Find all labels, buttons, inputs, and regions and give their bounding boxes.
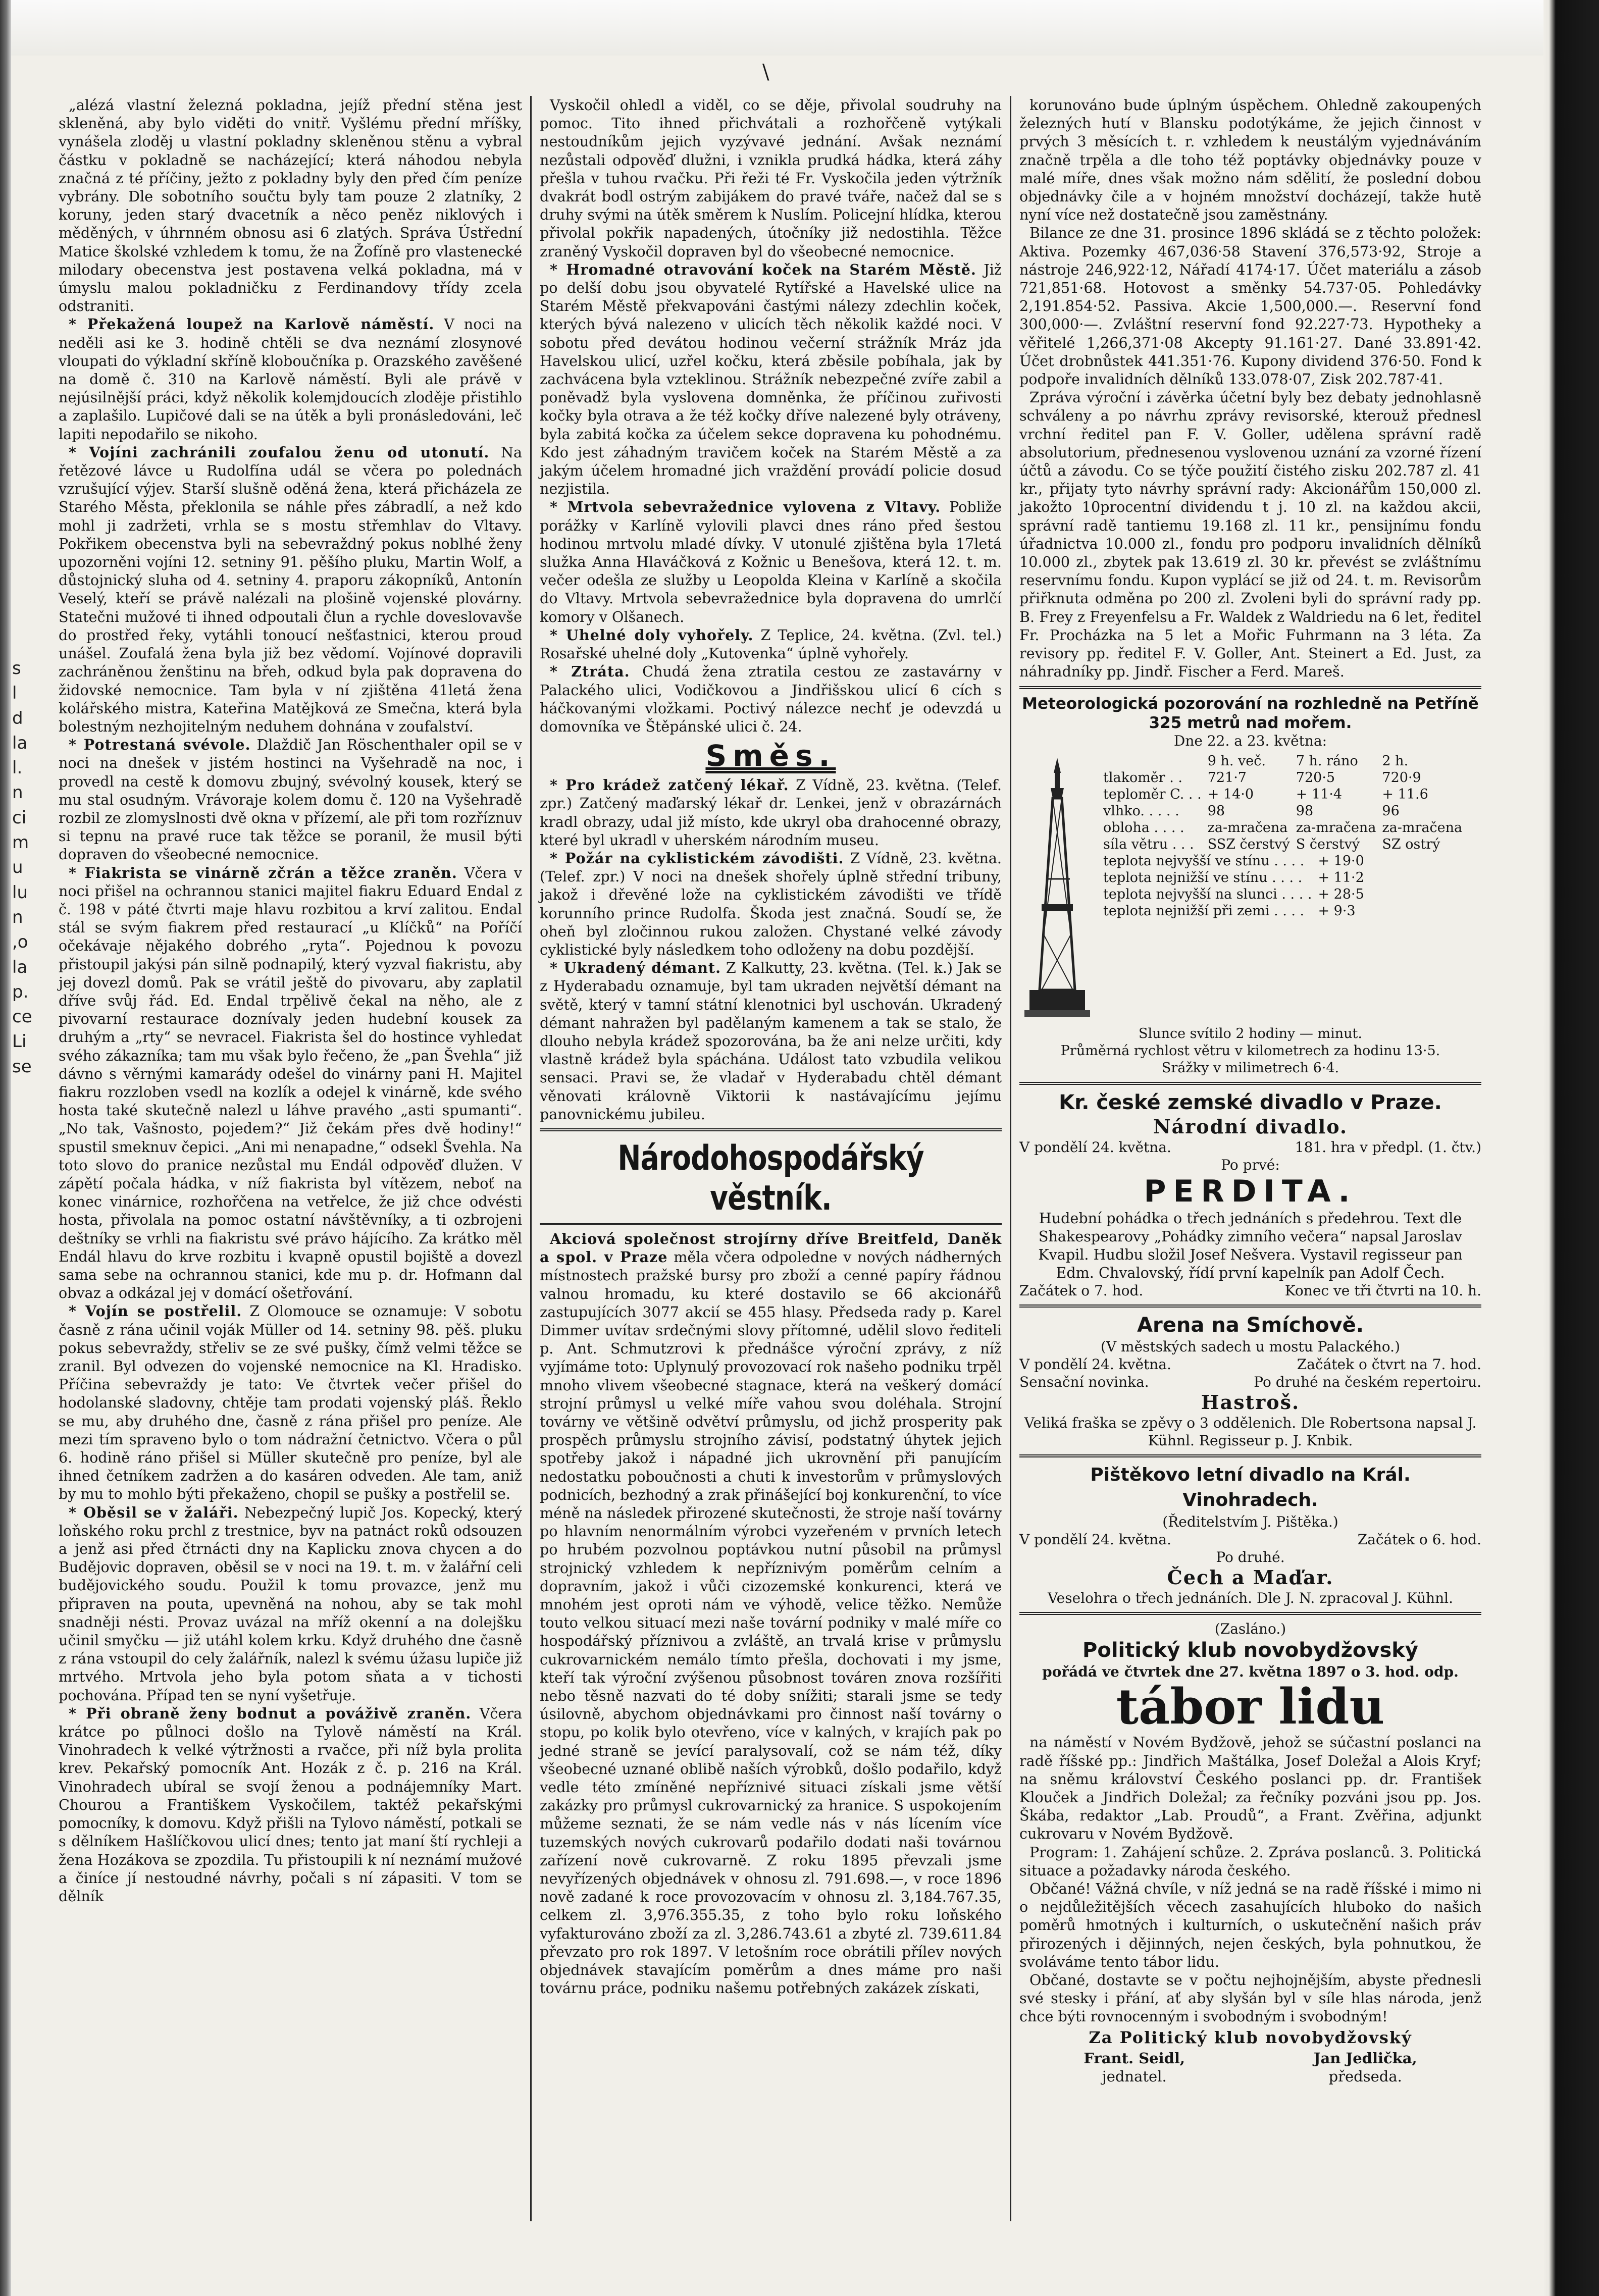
- meteo-rain: Srážky v milimetrech 6·4.: [1161, 1060, 1339, 1076]
- theatre1-perf: 181. hra v předpl. (1. čtv.): [1295, 1138, 1481, 1156]
- meteo-cell: 98: [1296, 803, 1314, 819]
- meteo-row: [1100, 803, 1465, 819]
- meteo-title: Meteorologická pozorování na rozhledně na Petříně: [1022, 694, 1479, 713]
- meteo-header-cell: 9 h. več.: [1207, 753, 1266, 769]
- article-paragraph: [59, 736, 522, 863]
- meteo-cell: vlhko. . . . .: [1103, 803, 1179, 819]
- article-paragraph: [59, 443, 522, 736]
- notice-tag: (Zasláno.): [1214, 1621, 1286, 1638]
- margin-note: n: [12, 907, 23, 927]
- meteo-row: [1100, 836, 1465, 853]
- article-paragraph: [540, 849, 1002, 959]
- meteo-extra-cell: teplota nejvyšší na slunci . . . .: [1103, 886, 1312, 902]
- article-headline: * Hromadné otravování koček na Starém Městě.: [550, 260, 976, 278]
- meteo-cell: 720·9: [1382, 769, 1421, 786]
- article-paragraph: [540, 1230, 1002, 1998]
- article-headline: * Uhelné doly vyhořely.: [550, 626, 754, 644]
- article-text: Bilance ze dne 31. prosince 1896 skládá se z těchto položek: Aktiva. Pozemky 467,036·58 Stavení 376,573·92, Stroje a nástroje 246,922·12, Nářadí 4174·17. Účet materiálu a zásob 721,851·68. Hotovost a směnky 54.737·05. Pohledávky 2,191.854·52. Passiva. Akcie 1,500,000.—. Reservní fond 300,000·—. Zvláštní reservní fond 92.227·73. Hypotheky a věřitelé 1,266,371·08 Akcepty 91.161·27. Dané 33.891·42. Účet drobnůstek 441.351·76. Kupony dividend 376·50. Fond k podpoře invalidních dělníků 133.078·07, Zisk 202.787·41.: [1019, 224, 1481, 388]
- notice-body1: na náměstí v Novém Bydžově, jehož se súčastní poslanci na radě říšské pp.: Jindřich Maštálka, Josef Doležal a Alois Kryf; na sněmu království Českého poslanci pp. dr. František Klouček a Jindřich Doležal; za řečníky pozváni jsou pp. Jos. Škába, redaktor „Lab. Proudů“, a Frant. Zvěřina, adjunkt cukrovaru v Novém Bydžově.: [1019, 1734, 1481, 1843]
- notice-signature-2: [1314, 2049, 1417, 2085]
- article-paragraph: [59, 1704, 522, 1905]
- top-mark: \: [762, 61, 769, 84]
- meteo-sun: Slunce svítilo 2 hodiny — minut.: [1139, 1025, 1362, 1041]
- article-text: Dlaždič Jan Röschenthaler opil se v noci na dnešek v jistém hostinci na Vyšehradě na noc, i provedl na cestě k domovu zbujný, svévolný kousek, který se mu stal osudným. Vrávoraje kolem domu č. 120 na Vyšehradě rozbil ze zlomyslnosti dvě okna v přízemí, ale při tom rozříznuv si tepnu na pravé ruce tak těžce se poranil, že musil býti dopraven do všeobecné nemocnice.: [59, 736, 523, 863]
- section-divider: [1019, 686, 1481, 689]
- newspaper-page: [50, 96, 1510, 2221]
- margin-note: lu: [12, 882, 28, 903]
- meteo-extra-table: [1100, 853, 1367, 919]
- notice-body4: Občané, dostavte se v počtu nejhojnějším, abyste přednesli své stesky i přání, ať aby slyšán byl v síle hlas národa, jenž chce býti rovnocenným i svobodným i svobodným!: [1019, 1971, 1481, 2025]
- section-smes-title: Směs.: [705, 739, 836, 773]
- meteo-header-cell: [1100, 753, 1205, 769]
- theatre1-sub: Národní divadlo.: [1153, 1115, 1348, 1138]
- theatre3-desc: Veselohra o třech jednáních. Dle J. N. zpracoval J. Kühnl.: [1048, 1590, 1453, 1607]
- meteo-cell: za-mračena: [1296, 819, 1376, 836]
- section-divider: [1019, 1304, 1481, 1308]
- margin-note: se: [12, 1056, 32, 1077]
- theatre3-date: V pondělí 24. května.: [1019, 1531, 1171, 1548]
- meteo-cell: + 11·4: [1296, 786, 1343, 802]
- article-headline: * Fiakrista se vinárně zčrán a těžce zraněn.: [69, 864, 457, 881]
- margin-note: ci: [12, 807, 27, 828]
- article-headline: * Vojíni zachránili zoufalou ženu od utonutí.: [69, 443, 490, 461]
- article-text: Chudá žena ztratila cestou ze zastavárny v Palackého ulici, Vodičkovou a Jindřišskou ulicí 6 cích s háčkovanými vložkami. Poctivý nálezce nechť je odevzdá u domovníka ve Štěpánské ulici č. 24.: [540, 663, 1002, 735]
- scan-top-edge: [0, 0, 1599, 56]
- meteo-cell: 721·7: [1207, 769, 1247, 786]
- meteo-table: [1100, 753, 1465, 853]
- article-headline: * Překažená loupež na Karlově náměstí.: [69, 316, 435, 333]
- theatre2-sens: Sensační novinka.: [1019, 1374, 1149, 1391]
- article-text: Nebezpečný lupič Jos. Kopecký, který loňského roku prchl z trestnice, byv na patnáct roků odsouzen a jenž asi před čtrnácti dny na Kaplicku znova chycen a do Budějovic dopraven, oběsil se v noci na 19. t. m. v žalářní celi budějovického soudu. Použil k tomu provazce, jenž mu připraven na pouta, upevněná na nohou, aby se tak mohl snadněji nésti. Provaz uvázal na mříž okenní a na dolejšku učinil smyčku — již utáhl kolem krku. Když druhého dne časně z rána vstoupil do cely žalářník, nalezl k svému úžasu lupiče již mrtvého. Mrtvola jeho byla potom sňata a v tichosti pochována. Případ ten se nyní vyšetřuje.: [59, 1503, 522, 1704]
- margin-note: n: [12, 782, 23, 803]
- article-headline: * Potrestaná svévole.: [69, 736, 251, 754]
- article-text: V noci na neděli asi ke 3. hodině chtěli se dva neznámí zlosynové vloupati do výkladní skříně kloboučníka p. Orazského zavěšené na domě č. 310 na Karlově náměstí. Byli ale právě v nejúsilnější práci, když několik kolemjdoucích zloděje přistihlo a zaplašilo. Lupičové dali se na útěk a byli pronásledováni, leč lapiti nepodařilo se nikoho.: [59, 316, 522, 443]
- meteo-extra-cell: + 28·5: [1318, 886, 1364, 902]
- meteo-cell: S čerstvý: [1296, 836, 1360, 852]
- article-text: Pobliže porážky v Karlíně vylovili plavci dnes ráno před šestou hodinou mrtvolu mladé dívky. V utonulé zjištěna byla 17letá služka Anna Hlaváčková z Kožnic u Benešova, která 12. t. m. večer odešla ze služby u Leopolda Kleina v Karlíně a skočila do Vltavy. Mrtvola sebevražednice byla dopravena do umrlčí komory v Olšanech.: [540, 498, 1002, 625]
- notice-body2: Program: 1. Zahájení schůze. 2. Zpráva poslanců. 3. Politická situace a požadavky národa českého.: [1019, 1843, 1481, 1879]
- article-headline: * Ztráta.: [550, 663, 630, 681]
- theatre2-start: Začátek o čtvrt na 7. hod.: [1297, 1356, 1481, 1373]
- meteo-extra-row: [1100, 853, 1367, 869]
- section-divider: [1019, 1612, 1481, 1615]
- theatre-pistek-ad: [1019, 1463, 1481, 1607]
- article-headline: * Požár na cyklistickém závodišti.: [550, 849, 844, 867]
- meteo-cell: 720·5: [1296, 769, 1335, 786]
- margin-note: u: [12, 857, 23, 878]
- article-headline: * Mrtvola sebevražednice vylovena z Vltavy.: [550, 498, 941, 516]
- meteo-header-cell: 7 h. ráno: [1296, 753, 1358, 769]
- notice-title: Politický klub novobydžovský: [1082, 1639, 1418, 1662]
- theatre2-sub: (V městských sadech u mostu Palackého.): [1101, 1338, 1400, 1355]
- theatre1-play: PERDITA.: [1144, 1173, 1357, 1209]
- scan-left-edge: [0, 0, 11, 2296]
- article-paragraph: [540, 776, 1002, 849]
- theatre1-desc: Hudební pohádka o třech jednáních s předehrou. Text dle Shakespearovy „Pohádky zimního večera“ napsal Jaroslav Kvapil. Hudbu složil Josef Nešvera. Vystavil regisseur pan Edm. Chvalovský, řídí první kapelník pan Adolf Čech.: [1038, 1209, 1463, 1282]
- article-paragraph: [59, 864, 522, 1302]
- article-headline: Akciová společnost strojírny dříve Breitfeld, Daněk a spol. v Praze: [540, 1230, 1002, 1266]
- petrin-tower-image: [1019, 753, 1095, 1025]
- section-economic-title: Národohospodářský věstník.: [617, 1138, 924, 1218]
- theatre-national-ad: [1019, 1090, 1481, 1300]
- margin-note: ce: [12, 1007, 32, 1027]
- meteo-cell: za-mračena: [1207, 819, 1288, 836]
- theatre-arena-ad: [1019, 1313, 1481, 1449]
- meteo-cell: síla větru . . .: [1103, 836, 1194, 852]
- column-3: [1010, 96, 1489, 2221]
- theatre1-title: Kr. české zemské divadlo v Praze.: [1059, 1090, 1442, 1114]
- meteo-extra-cell: teplota nejvyšší ve stínu . . . .: [1103, 853, 1305, 869]
- theatre3-start: Začátek o 6. hod.: [1357, 1531, 1481, 1548]
- meteo-cell: + 11.6: [1382, 786, 1428, 802]
- theatre2-rep: Po druhé na českém repertoiru.: [1254, 1374, 1481, 1391]
- meteo-extra-cell: teplota nejnižší při zemi . . . .: [1103, 903, 1305, 919]
- article-paragraph: [1019, 388, 1481, 681]
- section-divider: [1019, 1454, 1481, 1457]
- column-1: [50, 96, 530, 2221]
- article-text: Vyskočil ohledl a viděl, co se děje, přivolal soudruhy na pomoc. Tito ihned přichvátali a rozhořčeně vytýkali nestoudníkům jejich vyzývavé jednání. Avšak neznámí nezůstali odpověď dlužni, i vznikla prudká hádka, která záhy přešla v tuhou rvačku. Při řeži té Fr. Vyskočila jeden výtržník dvakrát bodl ostrým zabijákem do pravé tváře, načež dal se s druhy svými na útěk směrem k Nuslím. Policejní hlídka, kterou přivolal pokřik napadených, útočníky již nedostihla. Těžce zraněný Vyskočil dopraven byl do všeobecné nemocnice.: [540, 96, 1002, 260]
- meteo-extra-row: [1100, 869, 1367, 886]
- theatre3-title: Pištěkovo letní divadlo na Král. Vinohradech.: [1090, 1465, 1411, 1511]
- theatre3-sub: (Ředitelstvím J. Pištěka.): [1162, 1514, 1338, 1531]
- meteo-cell: 96: [1382, 803, 1400, 819]
- article-text: Již po delší dobu jsou obyvatelé Rytířské a Havelské ulice na Starém Městě překvapováni častými nálezy zdechlin koček, kterých bývá nalezeno v ulicích těch několik každé noci. V sobotu před devátou hodinou večerní strážník Mráz jda Havelskou ulicí, uzřel kočku, která zběsile pobíhala, jak by zachvácena byla vzteklinou. Strážník nebezpečné zvíře zabil a poněvadž byla vyslovena domněnka, že příčinou zuřivosti kočky byla otrava a že též kočky dříve nalezené byly otráveny, byla zabitá kočka za účelem sekce dopravena ku pohodnému. Kdo jest záhadným travičem koček na Starém Městě a za jakým účelem hromadné jich vraždění provádí policie dosud nezjistila.: [540, 260, 1002, 498]
- notice-big: tábor lidu: [1116, 1678, 1385, 1736]
- article-headline: * Vojín se postřelil.: [69, 1302, 242, 1320]
- notice-line: pořádá ve čtvrtek dne 27. května 1897 o 3. hod. odp.: [1042, 1663, 1459, 1681]
- theatre3-play: Čech a Maďar.: [1167, 1566, 1334, 1589]
- meteo-cell: obloha . . . .: [1103, 819, 1184, 836]
- meteo-row: [1100, 786, 1465, 803]
- article-text: měla včera odpoledne v nových nádherných místnostech pražské bursy pro zboží a cenné papíry řádnou valnou hromadu, ku které dostavilo se 66 akcionářů zastupujících 3077 akcií se 455 hlasy. Předseda rady p. Karel Dimmer uvítav srdečnými slovy přítomné, udělil slovo řediteli p. Ant. Schmutzrovi k přednášce výroční zprávy, z níž vyjímáme toto: Uplynulý provozovací rok našeho podniku trpěl mnoho vlivem všeobecné stagnace, která na veškerý domácí strojní průmysl u velké míře vahou svou doléhala. Strojní továrny ve většině odvětví průmyslu, od jichž prosperity pak prospěch průmyslu strojního závisí, podstatný úhytek jejich spotřeby jakož i nápadné jich ukrovnění při panujícím nedostatku poboučnosti a chuti k investorům v průmyslových podnicích, bezhodný a zrak přinášející boj konkurenční, to více méně na následek přirozené skutečnosti, že stroje naší továrny po hlavním nenormálním výrobci vyzeřeném v prvních letech po hrubém pozvolnou poptávkou nutní působil na průmysl strojnický vzhledem k nepříznivým poměrům celním a dopravním, jakož i vůči cizozemské konkurenci, která ve mnohém jest oproti nám ve výhodě, velice těžko. Nemůže touto velkou situací mezi naše tovární podniky v malé míře co hospodářský příznivou a zvláště, an trvalá krise v průmyslu cukrovarnickém nemálo tímto přešla, dochovati i my jsme, kteří tak výroční zvýšenou působnost továren znova rozšířiti nebo těsně nazvati do té doby snížiti; starali jsme se tedy úsilovně, abychom objednávkami pro činnost naší továrny o stopu, po kolik bylo otevřeno, více v kalných, v krajích pak po jedné straně se jevící paralysovalí, což se nám též, díky všeobecné uznané oblibě naších výrobků, došlo podařilo, když vedle této zmíněné nepříznivé situaci získali jsme větší zakázky pro průmysl cukrovarnický za hranice. S uspokojením můžeme seznati, že se nám vedle nás v nás lícením více tuzemských nových cukrovarů podařilo dodati naši továrnou zařízení nově cukrovarně. Z roku 1895 převzali jsme nevyřízených objednávek v ohnosu zl. 791.698.—, v roce 1896 nově zadané k roce provozovacím v ohnosu zl. 3,184.767.35, celkem zl. 3,976.355.35, z toho bylo roku loňského vyfakturováno zboží za zl. 3,286.743.61 a zbyté zl. 739.611.84 převzato pro rok 1897. V letošním roce obrátili přílev nových objednávek stavajícím poměrům a dnes máme pro naši továrnu práce, podniku našemu potřebných zakázek získati,: [540, 1248, 1002, 1997]
- margin-note: l: [12, 683, 17, 704]
- margin-note: p.: [12, 981, 29, 1002]
- meteo-cell: za-mračena: [1382, 819, 1463, 836]
- meteo-cell: SSZ čerstvý: [1207, 836, 1290, 852]
- theatre1-date: V pondělí 24. května.: [1019, 1138, 1171, 1156]
- article-headline: * Při obraně ženy bodnut a pováživě zraněn.: [69, 1704, 472, 1722]
- meteo-cell: tlakoměr . .: [1103, 769, 1183, 786]
- meteo-date: Dne 22. a 23. května:: [1173, 732, 1327, 749]
- article-headline: * Ukradený démant.: [550, 959, 721, 977]
- margin-note: m: [12, 832, 29, 853]
- article-text: korunováno bude úplným úspěchem. Ohledně zakoupených železných hutí v Blansku podotýkáme, že jejich činnost v prvých 3 měsících t. r. vzhledem k neustálým vyjednáváním značně trpěla a dle toho též poptávky objednávky pouze v malé míře, dnes však možno nám sdělití, že poslední dobou objednávky čile a v hojném množství docházejí, takže hutě nyní více než dostatečně jsou zaměstnány.: [1019, 96, 1481, 224]
- margin-note: Li: [12, 1031, 27, 1052]
- meteo-cell: teploměr C. . .: [1103, 786, 1202, 802]
- article-paragraph: [540, 626, 1002, 662]
- meteo-extra-row: [1100, 886, 1367, 903]
- article-text: Z Kalkutty, 23. května. (Tel. k.) Jak se z Hyderabadu oznamuje, byl tam ukraden největší démant na světě, který v tamní státní klenotnici byl uschován. Ukradený démant nahražen byl padělaným kamenem a tak se stalo, že dlouho nebyla krádež spozorována, ba že ani nelze určiti, kdy vlastně krádež byla spáchána. Událost tato vzbudila velikou sensaci. Pravi se, že vladař v Hyderabadu chtěl démant věnovati královně Viktorii k nastávajícímu jejímu panovnickému jubileu.: [540, 959, 1002, 1123]
- article-text: Zpráva výroční i závěrka účetní byly bez debaty jednohlasně schváleny a po návrhu zprávy revisorské, kterouž přednesl vrchní ředitel pan F. V. Goller, udělena správní radě absolutorium, přednesenou vyslovenou uznání za vzorné řízení účtů a závodu. Co se týče použití čistého zisku 202.787 zl. 41 kr., přijaty tyto návrhy správní rady: Akcionářům 150,000 zl. jakožto 10procentní dividendu t j. 10 zl. na každou akcii, správní radě tantiemu 19.168 zl. 11 kr., pensijnímu fondu úřadnictva 10.000 zl., fondu pro podporu invalidních dělníků 10.000 zl., zbytek pak 13.619 zl. 30 kr. převést se zvláštnímu reservnímu fondu. Kupon vyplácí se již od 24. t. m. Revisorům přiřknuta odměna po 200 zl. Zvoleni byli do správní rady pp. B. Frey z Freyenfelsu a Fr. Waldek z Waldriedu na 6 let, ředitel Fr. Procházka na 5 let a Mořic Fuhrmann na 3 léta. Za revisory pp. ředitel F. V. Goller, Ant. Steinert a Ed. Just, za náhradníky pp. Jindř. Fischer a Ferd. Mareš.: [1019, 389, 1481, 681]
- theatre2-play: Hastroš.: [1201, 1391, 1300, 1414]
- notice-body3: Občané! Vážná chvíle, v níž jedná se na radě říšské i mimo ni o nejdůležitějších věcech zasahujících hluboko do našich poměrů hmotných i kulturních, o uskutečnění našich práv přirozených i dějinných, nejen českých, byla pohnutkou, že svoláváme tento tábor lidu.: [1019, 1880, 1481, 1970]
- article-paragraph: [540, 498, 1002, 625]
- meteo-cell: 98: [1207, 803, 1225, 819]
- meteo-row: [1100, 769, 1465, 786]
- sig1-name: Frant. Seidl,: [1084, 2049, 1185, 2067]
- margin-notes: [12, 656, 32, 1079]
- meteo-block: [1019, 694, 1481, 1077]
- meteo-extra-cell: + 11·2: [1318, 869, 1364, 885]
- article-paragraph: [59, 96, 522, 315]
- article-text: Z Teplice, 24. května. (Zvl. tel.) Rosařské uhelné doly „Kutovenka“ úplně vyhořely.: [540, 626, 1002, 662]
- theatre3-second: Po druhé.: [1216, 1549, 1285, 1566]
- meteo-row: [1100, 819, 1465, 836]
- political-notice: [1019, 1620, 1481, 2085]
- article-paragraph: [59, 1302, 522, 1503]
- theatre2-desc: Veliká fraška se zpěvy o 3 oddělenich. Dle Robertsona napsal J. Kühnl. Regisseur p. J. Knbik.: [1024, 1415, 1477, 1449]
- article-headline: * Oběsil se v žaláři.: [69, 1503, 239, 1521]
- article-paragraph: [1019, 224, 1481, 388]
- margin-note: l.: [12, 758, 23, 778]
- notice-closing: Za Politický klub novobydžovský: [1089, 2027, 1412, 2047]
- article-text: Včera krátce po půlnoci došlo na Tylově náměstí na Král. Vinohradech k velké výtržnosti a rvačce, při níž byla prolita krev. Pekařský pomocník Ant. Hozák z č. p. 216 na Král. Vinohradech ubíral se svojí ženou a podnájemníky Mart. Chourou a Františkem Vyskočilem, taktéž pekařskými pomocníky, k domovu. Když přišli na Tylovo náměstí, potkali se s dělníkem Hašlíčkovou ulicí dnes; tento jat maní ští rychleji a žena Hozákova se zpozdila. Tu přistoupili k ní neznámí mužové a činíce jí nestoudné návrhy, počali s ní zápasiti. V tom se dělník: [59, 1704, 522, 1905]
- article-paragraph: [59, 1503, 522, 1704]
- section-divider: [540, 1128, 1002, 1131]
- article-text: Z Vídně, 23. května. (Telef. zpr.) Zatčený maďarský lékař dr. Lenkei, jenž v obrazárnách kradl obrazy, udal již místo, kde ukryl oba drahocenné obrazy, které byl ukradl v uherském národním museu.: [540, 776, 1002, 849]
- article-headline: * Pro krádež zatčený lékař.: [550, 776, 789, 794]
- article-text: Na řetězové lávce u Rudolfína udál se včera po polednách vzrušující výjev. Starší slušně oděná žena, která přicházela ze Starého Města, překlonila se náhle přes zábradlí, a než kdo mohl ji zadržeti, vrhla se s mostu střemhlav do Vltavy. Pokřikem obecenstva byli na sebevraždný pokus noblhé ženy upozorněni vojíni 12. setniny 91. pěšího pluku, Martin Wolf, a důstojnický sluha od 4. setniny 4. praporu zákopníků, Antonín Veselý, kteří se právě nalézali na plošině vojenské plovárny. Statečni mužové ti ihned odpoutali člun a rychle doveslovavše do prostřed řeky, vytáhli tonoucí nešťastnici, kterou proud unášel. Zoufalá žena byla již bez vědomí. Vojínové dopravili zachráněnou ženštinu na břeh, odkud byla pak dopravena do židovské nemocnice. Tam byla v ní zjištěna 41letá žena kolářského mistra, Kateřina Matějková ze Smečna, která byla bolestným nezhojitelným neduhem dohnána v zoufalství.: [59, 443, 523, 735]
- article-text: „alézá vlastní železná pokladna, jejíž přední stěna jest skleněná, aby bylo viděti do vnitř. Vyšlému přední mříšky, vynášela zloděj u vlastní pokladny skleněnou stěnu a vybral částku v pokladně se nacházející; která náhodou nebyla značná z té příčiny, ježto z pokladny byly den před čím peníze vybrány. Dle sobotního součtu byly tam pouze 2 zlatníky, 2 koruny, jeden starý dvacetník a něco peněz niklových i měděných, v úhrnném obnosu asi 6 zlatých. Správa Ústřední Matice školské vzhledem k tomu, že na Žofíně pro vlastenecké milodary obecenstva jest postavena velká pokladna, má v úmyslu malou pokladničku z Ferdinandovy třídy zcela odstraniti.: [59, 96, 522, 315]
- theatre1-end: Konec ve tři čtvrti na 10. h.: [1284, 1282, 1481, 1299]
- meteo-header-cell: 2 h.: [1382, 753, 1409, 769]
- meteo-extra-row: [1100, 903, 1367, 919]
- margin-note: d: [12, 708, 23, 728]
- meteo-extra-cell: teplota nejnižší ve stínu . . . .: [1103, 869, 1303, 885]
- theatre1-first: Po prvé:: [1221, 1156, 1280, 1173]
- meteo-wind: Průměrná rychlost větru v kilometrech za hodinu 13·5.: [1060, 1042, 1440, 1059]
- margin-note: la: [12, 957, 28, 977]
- sig2-role: předseda.: [1328, 2067, 1402, 2085]
- article-paragraph: [540, 662, 1002, 736]
- article-text: Z Olomouce se oznamuje: V sobotu časně z rána učinil voják Müller od 14. setniny 98. pěš. pluku pokus sebevraždy, střeliv se ze své pušky, čímž velmi těžce se zranil. Byl odvezen do vojenské nemocnice na Kl. Hradisko. Příčina sebevraždy je tato: Ve čtvrtek večer přišel do hodolanské sladovny, chtěje tam prodati vojenský pláš. Řeklo se mu, aby druhého dne, časně z rána přišel pro peníze. Ale mezi tím spraveno bylo o tom nádražní četnictvo. Včera o půl 6. hodině ráno přišel si Müller skutečně pro peníze, byl ale ihned četníkem zadržen a do kasáren odveden. Ale tam, aniž by mu to mohlo býti překaženo, chopil se pušky a postřelil se.: [59, 1302, 522, 1503]
- margin-note: s: [12, 658, 21, 679]
- article-paragraph: [540, 260, 1002, 498]
- section-divider: [540, 1223, 1002, 1225]
- meteo-extra-cell: + 19·0: [1318, 853, 1364, 869]
- article-paragraph: [59, 315, 522, 443]
- margin-note: ,o: [12, 932, 28, 953]
- theatre2-title: Arena na Smíchově.: [1137, 1314, 1364, 1337]
- margin-note: la: [12, 733, 28, 753]
- theatre1-start: Začátek o 7. hod.: [1019, 1282, 1144, 1299]
- notice-signature-1: [1084, 2049, 1185, 2085]
- scan-right-edge: [1543, 0, 1599, 2296]
- meteo-cell: + 14·0: [1207, 786, 1254, 802]
- sig1-role: jednatel.: [1102, 2067, 1167, 2085]
- article-text: Včera v noci přišel na ochrannou stanici majitel fiakru Eduard Endal z č. 198 v páté čtvrti maje hlavu rozbitou a krví zalitou. Endal stál se svým fiakrem před restaurací „u Klíčků“ na Poříčí očekávaje nějakého dobrého „ryta“. Pojednou k povozu přistoupil jakýsi pán silně podnapilý, který vyzval fiakristu, aby jej dovezl domů. Pak se vrátil ještě do pivovaru, aby zaplatil dříve svůj řád. Ed. Endal trpělivě čekal na něho, ale z pivovarní restaurace doznívaly jeden hudební kousek za druhým a „rty“ se nevracel. Fiakrista šel do hostince vyhledat svého zákazníka; tam mu však bylo řečeno, že „pan Švehla“ již dávno s věrnými kamarády odešel do vinárny pani H. Majitel fiakru rozzloben vsedl na kozlík a odejel k vinárně, kde svého hosta také skutečně nalezl u láhve pravého „asti spumanti“. „No tak, Vašnosto, pojedem?“ Již čekám přes dvě hodiny!“ spustil smeknuv čepici. „Ani mi nenapadne,“ odsekl Švehla. Na toto slovo do pranice nezůstal mu Endál odpověď dlužen. V zápětí počala hádka, v níž fiakrista byl vítězem, neboť na konec vinárnice, rozhořčena na vetřelce, že již chce odvésti hosta, přivolala na pomoc ostatní návštěvníky, a ti ozbrojeni deštníky se vrhli na fiakristu své právo hájícího. Za krátko měl Endál hlavu do krve rozbitu i kvapně opustil bojiště a dovezl sama sebe na ochrannou stanici, kde mu p. dr. Hofmann dal obvaz a odkázal jej v domácí ošetřování.: [59, 864, 523, 1302]
- theatre2-date: V pondělí 24. května.: [1019, 1356, 1171, 1373]
- article-paragraph: [540, 959, 1002, 1123]
- article-paragraph: [1019, 96, 1481, 224]
- article-paragraph: [540, 96, 1002, 260]
- meteo-cell: SZ ostrý: [1382, 836, 1440, 852]
- sig2-name: Jan Jedlička,: [1313, 2049, 1417, 2067]
- meteo-extra-cell: + 9·3: [1318, 903, 1356, 919]
- meteo-subtitle: 325 metrů nad mořem.: [1149, 713, 1352, 732]
- article-text: Z Vídně, 23. května. (Telef. zpr.) V noci na dnešek shořely úplně střední tribuny, jakož i dřevěné lože na cyklistickém závodišti ve třídě korunního prince Rudolfa. Škoda jest značná. Soudí se, že oheň byl zločinnou rukou založen. Chystané velké závody cyklistické byly následkem toho odloženy na dobu pozdější.: [540, 849, 1002, 958]
- column-2: [530, 96, 1010, 2221]
- section-divider: [1019, 1082, 1481, 1085]
